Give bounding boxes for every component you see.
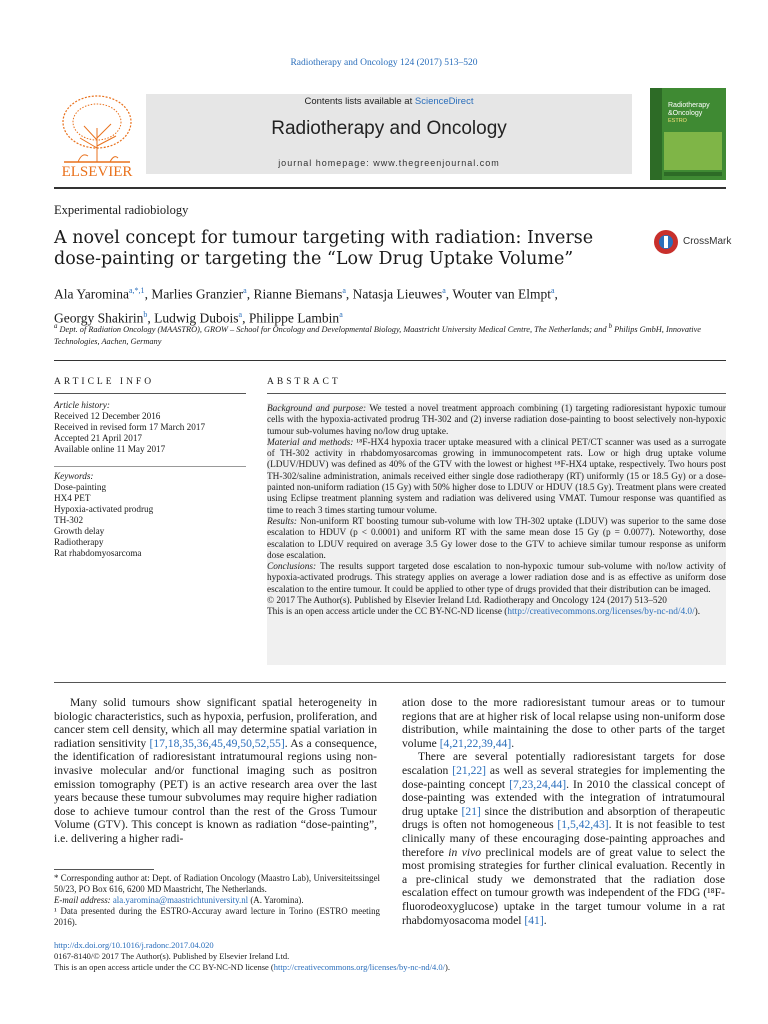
journal-homepage[interactable]: journal homepage: www.thegreenjournal.com (278, 158, 500, 168)
citation-ref[interactable]: [21,22] (452, 763, 487, 777)
journal-header-box (146, 94, 632, 174)
history-list (54, 411, 249, 455)
keyword-list (54, 482, 249, 559)
author-name[interactable]: Ala Yaromina (54, 286, 129, 302)
keyword-item: Radiotherapy (54, 537, 104, 547)
email-label: E-mail address: (54, 895, 113, 905)
history-item: Accepted 21 April 2017 (54, 433, 143, 443)
author-name[interactable]: Ludwig Dubois (154, 310, 239, 325)
history-item: Received 12 December 2016 (54, 411, 161, 421)
abstract-license-text: This is an open access article under the CC BY-NC-ND license ( (267, 607, 508, 618)
abstract-conclusions-label: Conclusions: (267, 562, 317, 573)
keywords-rule (54, 466, 246, 467)
footnotes (54, 873, 380, 928)
footer-license-suffix: ). (445, 962, 450, 972)
affiliation-a-marker: a (54, 323, 58, 330)
article-info-rule (54, 393, 246, 394)
author-name[interactable]: Georgy Shakirin (54, 310, 144, 325)
author-name[interactable]: Rianne Biemans (253, 286, 343, 302)
masthead-rule (54, 187, 726, 189)
keyword-item: HX4 PET (54, 493, 91, 503)
abstract-conclusions: The results support targeted dose escalation to non-hypoxic tumour sub-volume with no/low activity of hypoxia-activated prodrugs. This strategy applies on average a lower radiation dose and is as effective as uniform dose escalation to the entire tumour. It could be applied to other type of drugs provided that their distribution can be imaged. (267, 562, 726, 595)
keyword-item: Rat rhabdomyosarcoma (54, 548, 142, 558)
abstract-background-label: Background and purpose: (267, 404, 367, 414)
keyword-item: Growth delay (54, 526, 105, 536)
journal-masthead (54, 88, 726, 184)
elsevier-wordmark: ELSEVIER (61, 164, 133, 180)
email-link[interactable]: ala.yaromina@maastrichtuniversity.nl (112, 895, 249, 905)
article-history (54, 400, 249, 455)
keywords-title: Keywords: (54, 471, 94, 481)
history-title: Article history: (54, 400, 110, 410)
affiliation-b: Philips GmbH, Innovative Technologies, Aachen, Germany (54, 324, 701, 346)
body-column-right (402, 696, 725, 927)
email-note (54, 895, 380, 906)
body-paragraph (54, 696, 377, 846)
issn-line: 0167-8140/© 2017 The Author(s). Published by Elsevier Ireland Ltd. (54, 951, 290, 961)
article-info-heading: ARTICLE INFO (54, 377, 155, 387)
elsevier-logo (54, 88, 140, 184)
contents-prefix: Contents lists available at (304, 96, 415, 107)
citation-ref[interactable]: [17,18,35,36,45,49,50,52,55] (149, 736, 285, 750)
journal-title: Radiotherapy and Oncology (271, 118, 507, 139)
body-paragraph (402, 750, 725, 927)
abstract-rule (267, 393, 726, 394)
footer-license-link[interactable]: http://creativecommons.org/licenses/by-nc-nd/4.0/ (273, 962, 445, 972)
contents-line (146, 96, 632, 107)
author-affiliation-marker[interactable]: a (243, 286, 247, 295)
author-affiliation-marker[interactable]: a,*,1 (129, 286, 145, 295)
citation-ref[interactable]: [7,23,24,44] (509, 777, 567, 791)
citation-ref[interactable]: [41] (524, 913, 544, 927)
abstract-background: We tested a novel treatment approach combining (1) targeting radioresistant hypoxic tumour cells with the hypoxia-activated prodrug TH-302 and (2) inverse radiation dose-painting to boost selectively non-hypoxic tumour sub-volumes having no/low drug uptake. (267, 404, 726, 437)
abstract-box (267, 403, 726, 665)
corresponding-author-note: * Corresponding author at: Dept. of Radiation Oncology (Maastro Lab), Universiteitssingel 50/23, PO Box 616, 6200 MD Maastricht, The Netherlands. (54, 873, 380, 894)
journal-citation[interactable]: Radiotherapy and Oncology 124 (2017) 513–520 (290, 58, 478, 68)
crossmark-icon (652, 228, 680, 256)
body-text: preclinical models are of great value to select the most promising strategies for further clinical evaluation. Recently in a pre-clinical study we demonstrated that the radiation dose escalation effect on tumour growth was independent of the FDG (¹⁸F-fluorodeoxyglucose) uptake in the target tumour volume in a rat rhabdomyosacoma model (402, 845, 726, 927)
cover-title-line-1: Radiotherapy (668, 102, 710, 109)
body-text: ation dose to the more radioresistant tumour areas or to tumour regions that are at higher risk of local relapse using non-uniform dose distribution, while maintaining the dose to other parts of the target volume (402, 696, 725, 750)
author-affiliation-marker[interactable]: a (339, 309, 343, 319)
footer-license (54, 962, 726, 973)
author-name[interactable]: Natasja Lieuwes (352, 286, 443, 302)
abstract-results: Non-uniform RT boosting tumour sub-volume with low TH-302 uptake (LDUV) was superior to the same dose escalation to HDUV (p < 0.0001) and uniform RT with the same mean dose 15 Gy (p = 0.0077). Noteworthy, dose escalation to LDUV required on average 3.5 Gy lower dose to the GTV to achieve similar tumour response as uniform dose escalation. (267, 516, 726, 561)
body-paragraph (402, 696, 725, 750)
author-affiliation-marker[interactable]: a (238, 309, 243, 319)
author-affiliation-marker[interactable]: b (143, 309, 148, 319)
affiliation-b-marker: b (608, 323, 613, 330)
body-text: . In 2010 the classical concept of dose-painting was extended with the integration of intratumoural drug uptake (402, 777, 725, 818)
keywords (54, 471, 249, 559)
body-text: . It is not feasible to test clinically many of these encouraging dose-painting approaches and therefore (402, 818, 725, 859)
citation-ref[interactable]: [1,5,42,43] (557, 818, 609, 832)
history-item: Received in revised form 17 March 2017 (54, 422, 206, 432)
body-text: . (543, 913, 547, 927)
abstract-methods: ¹⁸F-HX4 hypoxia tracer uptake measured with a clinical PET/CT scanner was used as a surrogate of TH-302 activity in rhabdomyosarcomas growing in immunocompetent rats. Low or high drug uptake volume (LDUV/HDUV) was defined as 40% of the GTV with the lowest or highest ¹⁸F-HX4 uptake, respectively. Two hours post TH-302/saline administration, animals received either single dose radiotherapy (RT) uniformly (15 or 18.5 Gy) or a dose-painted non-uniform radiation (15 Gy) with 50% higher dose to LDUV or HDUV (18.5 Gy). Treatment plans were created using Eclipse treatment planning system and radiation was delivered using VMAT. Tumour response was quantified as time to reach 3 times starting tumour volume. (267, 437, 726, 516)
author-separator: , (147, 310, 155, 325)
author-name[interactable]: Philippe Lambin (248, 310, 340, 325)
footnote-1: ¹ Data presented during the ESTRO-Accuray award lecture in Torino (ESTRO meeting 2016). (54, 906, 380, 927)
author-name[interactable]: Wouter van Elmpt (452, 286, 551, 302)
author-separator: , (345, 286, 353, 302)
crossmark-badge[interactable] (652, 228, 732, 256)
journal-cover (650, 88, 726, 180)
section-label: Experimental radiobiology (54, 203, 189, 217)
author-separator: , (242, 310, 249, 325)
email-suffix: (A. Yaromina). (248, 895, 304, 905)
crossmark-label: CrossMark (683, 236, 732, 247)
citation-ref[interactable]: [21] (461, 804, 481, 818)
body-text: . As a consequence, the identification of radioresistant intratumoural regions using non-invasive molecular and/or functional imaging such as positron emission tomography (PET) is an active research area over the last years because these tumour subvolumes may require higher radiation dose to achieve tumour control than the rest of the Gross Tumour Volume (GTV). This concept is known as radiation “dose-painting”, i.e. delivering a higher radi- (54, 736, 377, 845)
affiliation-a: Dept. of Radiation Oncology (MAASTRO), GROW – School for Oncology and Developmental Biology, Maastricht University Medical Centre, The Netherlands; and (57, 324, 609, 334)
abstract-results-label: Results: (267, 516, 297, 527)
body-text: as well as several strategies for implementing the dose-painting concept (402, 763, 725, 791)
keyword-item: TH-302 (54, 515, 84, 525)
body-rule (54, 682, 726, 683)
footer-license-text: This is an open access article under the CC BY-NC-ND license ( (54, 962, 274, 972)
body-italic: in vivo (448, 845, 482, 859)
cover-subtitle: ESTRO (668, 118, 687, 124)
body-text: since the distribution and absorption of therapeutic drugs is often not homogeneous (402, 804, 726, 832)
footnote-rule (54, 869, 154, 870)
citation-ref[interactable]: [4,21,22,39,44] (439, 736, 512, 750)
doi-link[interactable]: http://dx.doi.org/10.1016/j.radonc.2017.04.020 (54, 940, 214, 950)
article-title: A novel concept for tumour targeting with radiation: Inverse dose-painting or targeting the “Low Drug Uptake Volume” (54, 228, 594, 269)
author-affiliation-marker[interactable]: a (550, 286, 555, 295)
author-separator: , (445, 286, 453, 302)
body-text: There are several potentially radioresistant targets for dose escalation (402, 750, 725, 777)
history-item: Available online 11 May 2017 (54, 444, 166, 454)
page-footer (54, 940, 726, 973)
body-text: Many solid tumours show significant spatial heterogeneity in biologic characteristics, such as hypoxia, perfusion, proliferation, and cancer stem cell density, which all may determine spatial variation in radiation sensitivity (54, 696, 377, 750)
author-separator: , (554, 286, 558, 302)
cover-title-line-2: &Oncology (668, 110, 703, 117)
author-name[interactable]: Marlies Granzier (151, 286, 244, 302)
cover-title (668, 102, 710, 118)
body-column-left (54, 696, 377, 846)
author-affiliation-marker[interactable]: a (342, 286, 346, 295)
author-separator: , (246, 286, 254, 302)
abstract-license-link[interactable]: http://creativecommons.org/licenses/by-nc-nd/4.0/ (507, 607, 695, 618)
affiliations (54, 321, 726, 348)
sciencedirect-link[interactable]: ScienceDirect (414, 96, 474, 107)
abstract-copyright: © 2017 The Author(s). Published by Elsevier Ireland Ltd. Radiotherapy and Oncology 124 (2017) 513–520 (267, 596, 667, 607)
abstract-methods-label: Material and methods: (267, 437, 354, 448)
header-rule (54, 360, 726, 361)
author-affiliation-marker[interactable]: a (442, 286, 446, 295)
author-separator: , (144, 286, 152, 302)
abstract-heading: ABSTRACT (267, 377, 341, 387)
abstract-text (267, 404, 726, 619)
body-text: . (511, 736, 515, 750)
abstract-license-suffix: ). (694, 607, 701, 618)
keyword-item: Hypoxia-activated prodrug (54, 504, 154, 514)
keyword-item: Dose-painting (54, 482, 107, 492)
